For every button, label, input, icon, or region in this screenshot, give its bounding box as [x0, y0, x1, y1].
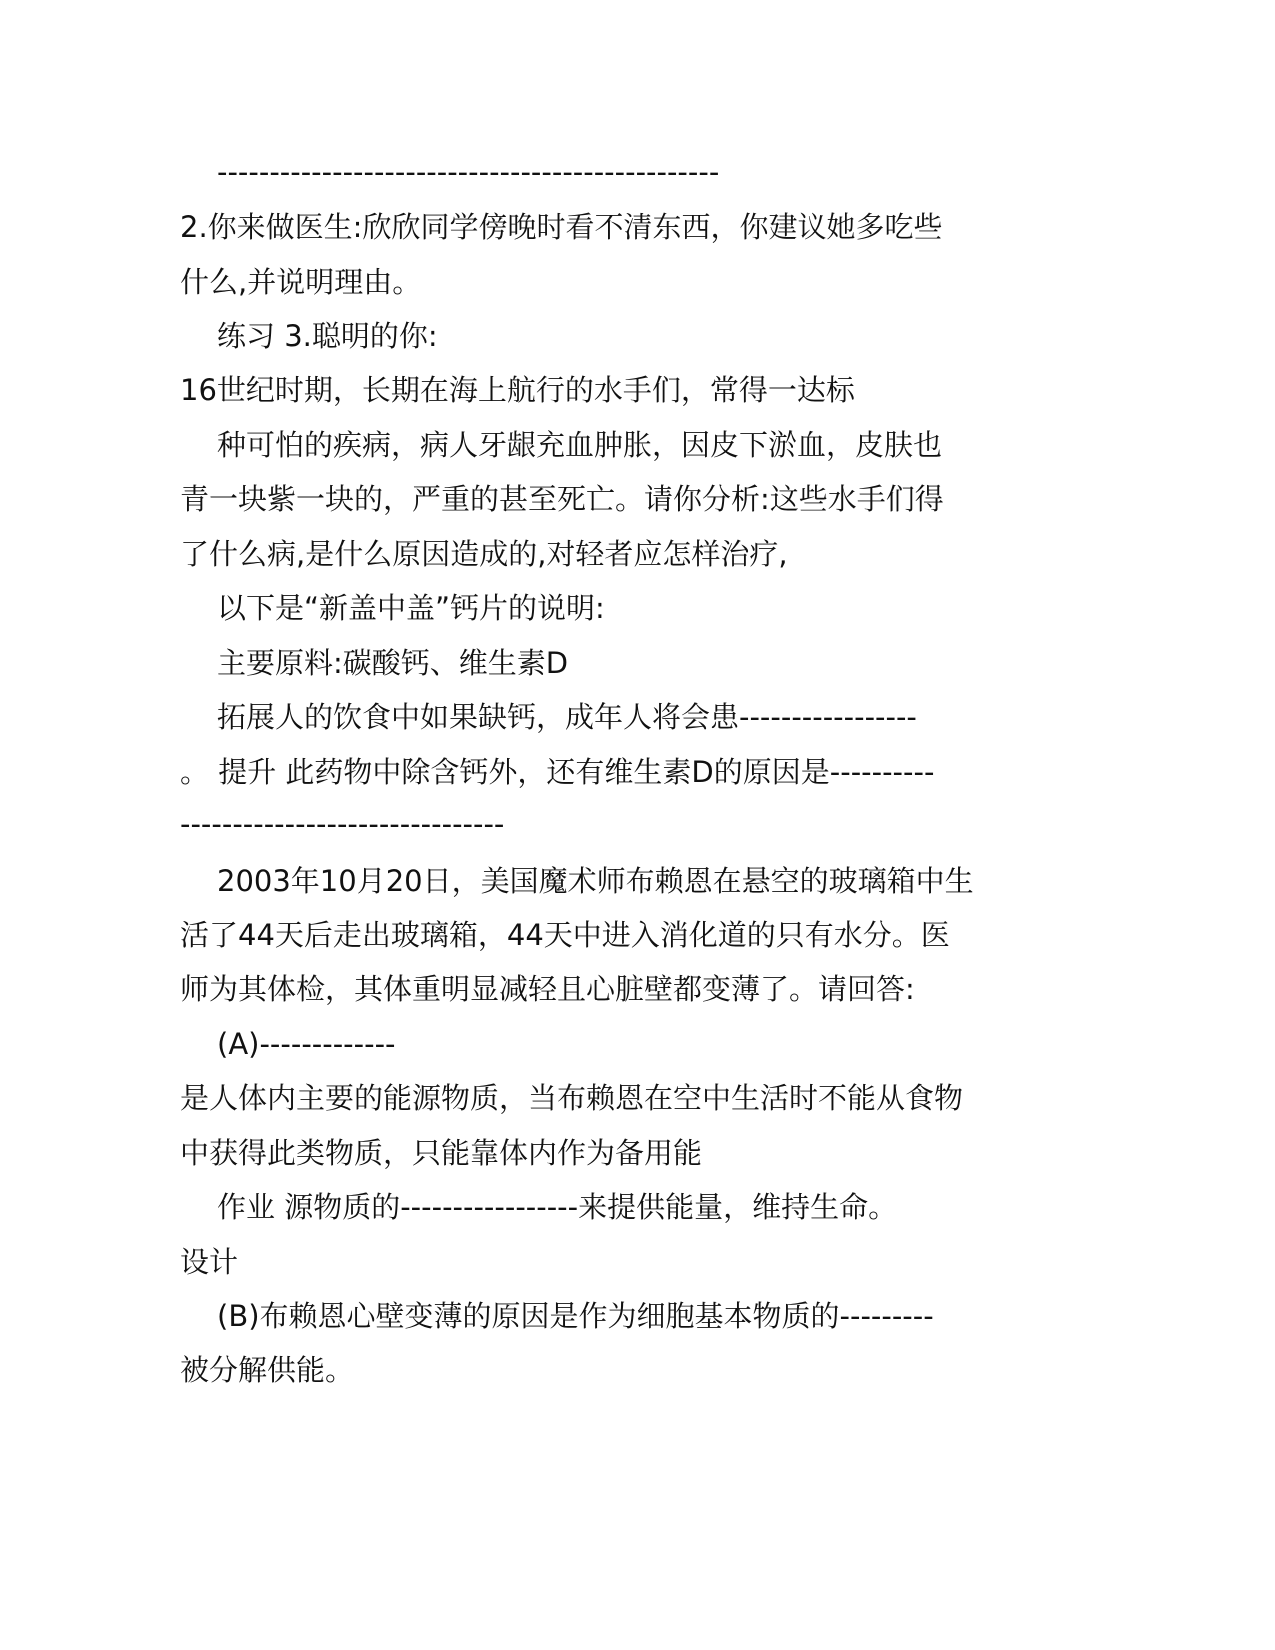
magician-line-2: 活了44天后走出玻璃箱，44天中进入消化道的只有水分。医 — [180, 918, 950, 952]
calcium-intro-line: 以下是“新盖中盖”钙片的说明: — [217, 591, 605, 625]
question-b-line-1: (B)布赖恩心壁变薄的原因是作为细胞基本物质的--------- — [217, 1299, 934, 1333]
scurvy-line-1: 16世纪时期，长期在海上航行的水手们，常得一达标 — [180, 373, 855, 407]
scurvy-line-4: 了什么病,是什么原因造成的,对轻者应怎样治疗, — [180, 537, 788, 571]
calcium-answer-blank: ------------------------------- — [180, 807, 505, 841]
question-a-blank: (A)------------- — [217, 1027, 396, 1061]
question-a-line-2: 中获得此类物质，只能靠体内作为备用能 — [180, 1136, 703, 1170]
question-2-line-1: 2.你来做医生:欣欣同学傍晚时看不清东西，你建议她多吃些 — [180, 210, 943, 244]
calcium-ingredients-line: 主要原料:碳酸钙、维生素D — [217, 646, 569, 680]
answer-blank-line: ------------------------------------------------ — [217, 155, 720, 189]
magician-line-3: 师为其体检，其体重明显减轻且心脏壁都变薄了。请回答: — [180, 972, 915, 1006]
calcium-question-line-1: 拓展人的饮食中如果缺钙，成年人将会患----------------- — [217, 700, 917, 734]
question-a-line-1: 是人体内主要的能源物质，当布赖恩在空中生活时不能从食物 — [180, 1081, 964, 1115]
question-2-line-2: 什么,并说明理由。 — [180, 265, 422, 299]
magician-line-1: 2003年10月20日，美国魔术师布赖恩在悬空的玻璃箱中生 — [217, 864, 974, 898]
scurvy-line-2: 种可怕的疾病，病人牙龈充血肿胀，因皮下淤血，皮肤也 — [217, 428, 943, 462]
exercise-3-heading: 练习 3.聪明的你: — [217, 319, 438, 353]
question-a-line-3: 作业 源物质的-----------------来提供能量，维持生命。 — [217, 1190, 898, 1224]
scurvy-line-3: 青一块紫一块的，严重的甚至死亡。请你分析:这些水手们得 — [180, 482, 944, 516]
design-label: 设计 — [180, 1245, 239, 1279]
question-b-line-2: 被分解供能。 — [180, 1353, 355, 1387]
calcium-question-line-2: 。 提升 此药物中除含钙外，还有维生素D的原因是---------- — [180, 755, 935, 789]
